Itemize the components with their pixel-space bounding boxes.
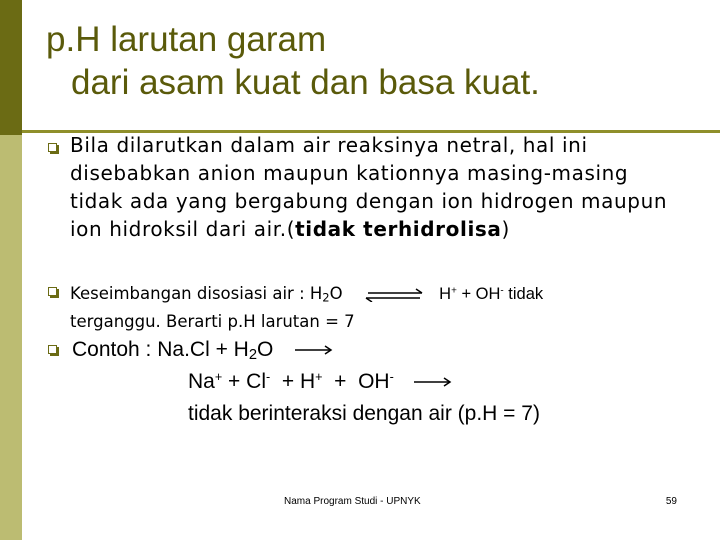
- bullet-2-after: tidak: [503, 285, 544, 304]
- bullet-3-line-2: [188, 370, 452, 394]
- ion-cl-charge: -: [265, 370, 271, 385]
- bullet-1-end: ): [501, 217, 510, 241]
- bullet-square-icon: [48, 287, 57, 296]
- bullet-square-icon: [48, 143, 57, 152]
- ion-cl: + Cl: [222, 370, 266, 393]
- reaction-arrow-icon: [293, 344, 333, 356]
- title-line-2: dari asam kuat dan basa kuat.: [71, 63, 540, 102]
- bullet-3-line-3: tidak berinteraksi dengan air (p.H = 7): [188, 402, 540, 425]
- bullet-3-subscript: 2: [248, 346, 258, 363]
- ion-oh-charge: -: [389, 370, 394, 385]
- ion-h: + H: [270, 370, 316, 393]
- slide-title: [46, 18, 706, 104]
- bullet-3-text: [72, 335, 692, 370]
- ion-h-charge: +: [315, 370, 323, 385]
- bullet-3-suffix: O: [257, 338, 274, 361]
- bullet-1-body: Bila dilarutkan dalam air reaksinya netral, hal ini disebabkan anion maupun kationnya masing-masing tidak ada yang bergabung dengan ion hidrogen maupun ion hidroksil dari air.(: [70, 133, 668, 241]
- title-line-1: p.H larutan garam: [46, 20, 327, 59]
- footer-text: Nama Program Studi - UPNYK: [284, 496, 421, 507]
- ion-na: Na: [188, 370, 215, 393]
- page-number: 59: [665, 496, 677, 507]
- bullet-2-plus: +: [451, 286, 457, 297]
- bullet-2-h: H: [439, 285, 452, 304]
- bullet-3-prefix: Contoh : Na.Cl + H: [72, 338, 249, 361]
- bullet-2-text: [70, 280, 670, 334]
- bullet-2-oh: + OH: [456, 285, 501, 304]
- ion-na-charge: +: [214, 370, 223, 385]
- bullet-2-prefix: Keseimbangan disosiasi air : H: [70, 284, 323, 304]
- bullet-2-subscript: 2: [322, 290, 330, 305]
- side-bar-top: [0, 0, 22, 135]
- bullet-1-bold: tidak terhidrolisa: [295, 217, 502, 241]
- bullet-2-suffix: O: [329, 284, 343, 304]
- equilibrium-arrow-icon: [364, 288, 424, 302]
- reaction-arrow-icon: [412, 376, 452, 388]
- bullet-square-icon: [48, 345, 57, 354]
- bullet-2-minus: -: [500, 286, 504, 297]
- bullet-2-line-2: terganggu. Berarti p.H larutan = 7: [70, 311, 355, 331]
- ion-oh: + OH: [322, 370, 390, 393]
- side-bar-bottom: [0, 135, 22, 540]
- bullet-1-text: [70, 131, 670, 243]
